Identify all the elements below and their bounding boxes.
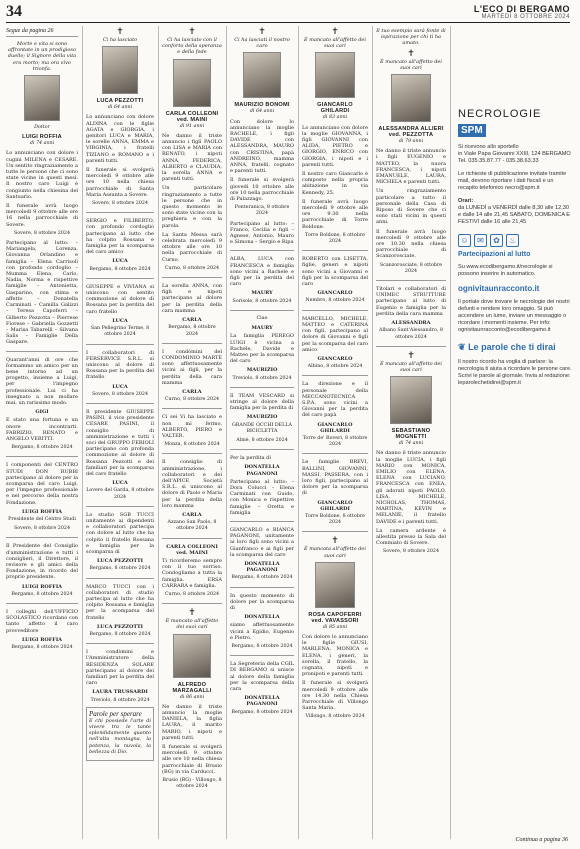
column-divider	[158, 26, 159, 839]
ogni-vita-text: Il portale dove trovare le necrologie dei nostri defunti e rendere loro omaggio. Si può accendere un lume, inviare un messaggio o ricordare i momenti insieme. Per info: ognivitaunracconto@ecodibergamo.it	[458, 299, 570, 333]
leaves-title-text: Le parole che ti dirai	[468, 342, 556, 352]
notice-heading: È mancata all'affetto dei suoi cari	[304, 546, 366, 559]
column-divider	[372, 26, 373, 839]
age: di 79 anni	[398, 139, 424, 145]
age: di 83 anni	[322, 115, 348, 121]
separator	[162, 538, 222, 539]
deceased-name: CARLA COLLEONI ved. MAINI	[166, 543, 218, 556]
notice-text: I colleghi dell'UFFICIO SCOLASTICO ricordano con tanto affetto il caro provveditore	[6, 609, 78, 634]
deceased-name: MAURY	[251, 290, 273, 297]
separator	[86, 212, 154, 213]
notice-text: La camera ardente è allestita presso la Sala del Commiato di Sovere.	[376, 527, 446, 547]
separator	[86, 506, 154, 507]
separator	[86, 344, 154, 345]
notice-text: Partecipano al lutto: – Mariangela, Lorenza, Giovanna Orlandino e famiglia – Elena Carrisoli con profondo cordoglio – Mumma Elena, Carlo, Nadia, Norma e rispettive famiglie – Antonietta, Gasparino, con stima e affetto – Donatella Carminati – Camilla Galizzi – Teresa Capoferri – Gilberto Pezzotta – Pierrese Fiorese – Gabriella Gozzetti – Marisa Tabarelli – Silvana Salis – Famiglie Della Gaspare.	[6, 240, 78, 346]
contact-info	[458, 144, 573, 165]
place-date: Brusio (BG) - Villongo, 8 ottobre 2024	[162, 778, 222, 790]
separator	[302, 531, 368, 532]
notice-heading: Ci ha lasciato con il conforto della speranza e della fede	[162, 37, 222, 56]
hours-text: da LUNEDÌ a VENERDÌ dalle 8,30 alle 12,30 e dalle 14 alle 21,45 SABATO, DOMENICA E FESTIVI dalle 16 alle 21,45	[458, 205, 571, 225]
notice-text: La famiglia PEREGO LUIGI è vicina a Rachele, Davide e Matteo per la scomparsa del caro	[230, 333, 294, 365]
separator	[162, 408, 222, 409]
deceased-name: GIANCARLO GHILARDI	[317, 421, 353, 434]
quote: Morte e vita si sono affrontate in un prodigioso duello; il Signore della vita era morto; ma ora vivo trionfa.	[7, 41, 77, 72]
notice-text: ROBERTO con LISETTA, figlie, generi e nipoti sono vicini a Giovanni e figli per la scomparsa del caro	[302, 256, 368, 288]
notice-text: La Segreteria della CGIL DI BERGAMO si unisce al dolore della famiglia per la scomparsa della cara	[230, 661, 294, 693]
notice-text: ALBA, LUCA con FRANCESCA e famiglia sono vicini a Rachele e figli per la perdita del caro	[230, 256, 294, 288]
notice-text: Il funerale si svolgerà mercoledì 9 ottobre alle ore 10 nella chiesa parrocchiale di Santa Maria Assunta a Sovere.	[86, 167, 154, 198]
subtitle: Presidente del Centro Studi	[8, 516, 76, 522]
deceased-name: DONATELLA PAGANONI	[244, 464, 280, 477]
notice-text: Il nostro caro Giancarlo è composto nella propria abitazione in via Kennedy, 25.	[302, 171, 368, 196]
notice-text: Con dolore lo annunciano la moglie RACHELE, i figli DAVIDE con ALESSANDRA, MAURO con CRISTINA, papà ANDREINO, mamma ANNA, fratelli, cognato e parenti tutti.	[230, 118, 294, 175]
masthead	[474, 4, 570, 20]
deceased-name: LUIGI ROFFIA	[21, 636, 63, 643]
place-date: Nembro, 8 ottobre 2024	[305, 298, 365, 304]
notice-text: Il consiglio di amministrazione, i collaboratori e dei dell'APICE Società S.R.L. si uniscono al dolore di Paolo e Maria per la perdita della loro mamma	[162, 459, 222, 509]
candle-icon: ♨	[506, 234, 519, 247]
place-date: Bergamo, 8 ottobre 2024	[89, 266, 151, 272]
necrologie-sidebar	[458, 108, 573, 393]
place-date: Treviolo, 8 ottobre 2024	[90, 697, 150, 703]
notice-text: Il funerale avrà luogo mercoledì 9 ottobre alle ore 10.30 nella chiesa parrocchiale di Scanzorosciate.	[376, 228, 446, 260]
notice-text: I condòmini e l'Amministratore della RESIDENZA SOLARE partecipano al dolore dei familiari per la perdita del caro	[86, 649, 154, 687]
notice-heading: Ci ha lasciati il nostro caro	[234, 37, 290, 50]
portrait-photo	[173, 59, 211, 107]
separator	[302, 453, 368, 454]
notice-text: GIUSEPPE e VIVIANA si uniscono con sentito commozione al dolore di Rossana per la perdita del caro fratello	[86, 283, 154, 315]
notice-text: Le famiglie BREVI, BALLINI, GIOVANNI, MASSI, PASSERA, con i loro figli, partecipano al dolore per la scomparsa di	[302, 459, 368, 497]
separator	[162, 277, 222, 278]
deceased-name: LUCA PEZZOTTI	[96, 558, 144, 565]
place-date: Torre Boldone, 8 ottobre 2024	[305, 232, 365, 245]
cross-icon: ✝	[407, 48, 415, 59]
deceased-name: CARLA	[182, 317, 202, 324]
separator	[376, 346, 446, 347]
place-date: Bergamo, 8 ottobre 2024	[231, 644, 293, 650]
separator	[162, 453, 222, 454]
deceased-name: LUCA	[112, 480, 128, 487]
notice-text: Un ringraziamento particolare a tutto il personale della Casa di Riposo di Sovere che ci sono stati vicini in questi anni.	[376, 188, 446, 226]
deceased-name: ALFREDO MARZAGALLI	[172, 681, 212, 694]
notice-text: Il funerale si svolgerà giovedì 10 ottobre alle ore 10 nella parrocchiale di Palazzago.	[230, 177, 294, 203]
place-date: Bergamo, 8 ottobre 2024	[11, 591, 73, 597]
deceased-name: ROSA CAPOFERRI ved. VAVASSORI	[308, 611, 362, 624]
place-date: Bergamo, 8 ottobre 2024	[11, 445, 73, 451]
place-date: Albino, 8 ottobre 2024	[307, 364, 363, 370]
deceased-name: DONATELLA PAGANONI	[244, 695, 280, 708]
separator	[302, 310, 368, 311]
notice-text: Il TEAM VESCARD si stringe al dolore della famiglia per la perdita di	[230, 392, 294, 412]
deceased-name: MAURIZIO	[246, 414, 278, 421]
notice-text: La direzione e il personale della MECCANOTECNICA S.P.A. sono vicini a Giovanni per la perdita del caro papà	[302, 381, 368, 419]
column-divider	[226, 26, 227, 839]
address: in Viale Papa Giovanni XXIII, 124 BERGAMO	[458, 151, 571, 157]
notice-text: Il funerale si svolgerà mercoledì 9 ottobre alle ore 10 nella chiesa parrocchiale di Brusio (BG) in via Carducci.	[162, 744, 222, 775]
place-date: Treviolo, 8 ottobre 2024	[232, 375, 292, 381]
poem-box	[86, 707, 154, 761]
separator	[162, 343, 222, 344]
issue-date: MARTEDÌ 8 OTTOBRE 2024	[481, 14, 570, 20]
deceased-name: GIANCARLO GHILARDI	[317, 102, 353, 115]
place-date: Scanzorosciate, 8 ottobre 2024	[379, 262, 443, 274]
spm-logo: SPM	[458, 124, 486, 137]
place-date: Torre Boldone, 8 ottobre 2024	[305, 513, 365, 526]
age: di 85 anni	[322, 624, 348, 630]
place-date: Sovere, 8 ottobre 2024	[382, 549, 440, 555]
place-date: Almè, 8 ottobre 2024	[236, 437, 288, 443]
place-date: Bergamo, 8 ottobre 2024	[89, 566, 151, 572]
obituary-column-2	[86, 28, 154, 761]
separator	[6, 351, 78, 352]
separator	[6, 456, 78, 457]
title-label: Dottor	[34, 125, 50, 131]
notice-text: siamo affettuosamente vicini a Egidio, Eugenio e Pietro.	[230, 622, 294, 641]
leaves-text: Il nostro ricordo ha voglia di parlare: la necrologia ti aiuta a ricordare le persone care. Scrivi le parole al giornale. Invia al redazione: leparolechetidirei@spm.it	[458, 359, 572, 386]
continued-from: Segue da pagina 26	[6, 28, 78, 37]
deceased-name: DONATELLA	[244, 614, 280, 621]
deceased-name: LUCA PEZZOTTI	[96, 623, 144, 630]
portrait-photo	[391, 74, 431, 122]
notice-text: Con dolore lo annunciano le figlie GIUSI, MARLENA, MONICA e ELENA, i generi, la sorella, il fratello, la cognata, nipoti e pronipoti e parenti tutti.	[302, 633, 368, 678]
separator	[302, 375, 368, 376]
notice-text: Il Presidente del Consiglio d'amministrazione e tutti i consiglieri, il Direttore, il revisore e gli amici della Fondazione, in ricordo del proprio presidente.	[6, 543, 78, 581]
cross-icon: ✝	[188, 608, 196, 619]
obituary-column-1	[6, 28, 78, 654]
place-date: Villongo, 8 ottobre 2024	[305, 714, 365, 720]
notice-text: Un particolare ringraziamento a tutte le persone che in questo momento le sono state vicine con la preghiera e con la parola.	[162, 185, 222, 229]
notice-text: Titolari e collaboratori di UNIMEC STRUTTURE partecipano al lutto di Eugenio e famiglia per la perdita della cara mamma	[376, 286, 446, 317]
portrait-photo	[102, 46, 138, 94]
cross-icon: ✝	[331, 27, 339, 37]
participation-title: Partecipazioni al lutto	[458, 251, 531, 258]
place-date: Bergamo, 8 ottobre 2024	[89, 632, 151, 638]
deceased-name: GIGI	[35, 409, 49, 416]
age: di 64 anni	[249, 109, 275, 115]
separator	[230, 521, 294, 522]
deceased-name: LUCA	[112, 317, 128, 324]
place-date: Curno, 8 ottobre 2024	[164, 397, 220, 403]
age: di 74 anni	[29, 141, 55, 147]
deceased-name: LUCA PEZZOTTI	[96, 98, 144, 105]
separator	[86, 578, 154, 579]
mail-icon: ✉	[474, 234, 487, 247]
cross-icon: ✝	[116, 27, 124, 37]
participation-text[interactable]: Su www.ecodibergamo.it/necrologie si possono inserire in automatico.	[458, 264, 553, 277]
obituary-column-4	[230, 28, 294, 719]
notice-heading: Ci ha lasciato	[102, 37, 138, 43]
notice-text: Il funerale si svolgerà mercoledì 9 ottobre alle ore 14.30 nella Chiesa Parrocchiale di Villongo Santa Maria.	[302, 680, 368, 712]
poem-text: E chi possiede l'arte di vivere tra le tante splendidamente quanto nell'alta montagna, la potenza, la nuvola, la bellezza di Dio.	[89, 717, 151, 755]
leaf-icon: ❦	[458, 342, 466, 352]
separator	[230, 655, 294, 656]
portrait-photo	[315, 562, 355, 608]
deceased-name: MAURY	[251, 325, 273, 332]
subtitle: GRANDE OCCHI DELLA BICICLETTA	[231, 422, 293, 434]
separator	[230, 587, 294, 588]
opening-hours	[458, 198, 573, 226]
notice-heading: È mancato all'affetto dei suoi cari	[165, 618, 219, 631]
poem-title: Parole per sperare	[89, 709, 142, 718]
separator	[6, 537, 78, 538]
deceased-name: ALESSANDRA ALLIERI ved. PEZZOTTA	[378, 126, 444, 139]
deceased-name: SEBASTIANO MOGNETTI	[391, 428, 431, 441]
place-date: Bergamo, 8 ottobre 2024	[11, 645, 73, 651]
notice-text: SERGIO e FILIBERTO, con profondo cordoglio partecipano al lutto che ha colpito Rossana e famiglia per la scomparsa del caro amico	[86, 218, 154, 256]
notice-text: Partecipano al lutto: – Dora Colucci – Elena Carminati con Guido, con Monica e rispettive famiglie – Oretta e famiglia	[230, 478, 294, 516]
place-date: Sovere, 8 ottobre 2024	[13, 230, 71, 236]
place-date: Monza, 8 ottobre 2024	[164, 442, 220, 448]
separator	[230, 449, 294, 450]
notice-text: Quarant'anni di ore che formammo un amico per un bene intorno ad un progetto, insieme a Luigi, per l'impegno professionale. Lui ci ha insegnato a non mollare mai, un rarissimo modo.	[6, 356, 78, 406]
place-date: Sovere, 8 ottobre 2024	[91, 391, 149, 397]
continued-on: Continua a pagina 36	[515, 837, 568, 843]
place-date: Sovere, 8 ottobre 2024	[91, 201, 149, 207]
age: di 91 anni	[179, 123, 205, 129]
notice-text: I collaboratori di FERSERVICE S.R.L. si uniscono al dolore di Rossana per la perdita del fratello	[86, 349, 154, 381]
separator	[230, 310, 294, 311]
portrait-photo	[173, 634, 211, 678]
ogni-vita-brand[interactable]: ognivitaunracconto.it	[458, 284, 540, 293]
portrait-photo	[24, 75, 60, 121]
service-icons	[458, 234, 573, 247]
column-divider	[298, 26, 299, 839]
age: di 74 anni	[398, 441, 424, 447]
place-date: Sovere, 8 ottobre 2024	[13, 526, 71, 532]
notice-heading: È mancato all'affetto dei suoi cari	[304, 37, 366, 50]
place-date: Curno, 8 ottobre 2024	[164, 592, 220, 597]
notice-text: GIANCARLO e BIANCA PAGANONI, unitamente ai loro figli sono vicini a Gianfranco e ai figli per la scomparsa del caro	[230, 526, 294, 558]
deceased-name: LUIGI ROFFIA	[21, 508, 63, 515]
deceased-name: LUCA	[112, 258, 128, 265]
notice-text: La Santa Messa sarà celebrata mercoledì 9 ottobre alle ore 10 nella parrocchiale di Curno.	[162, 231, 222, 263]
age: di 86 anni	[179, 694, 205, 700]
notice-text: Il funerale avrà luogo mercoledì 9 ottobre alle ore 9.30 nella parrocchiale di Torre Boldone.	[302, 198, 368, 230]
notice-text: Il presidente GIUSEPPE PASINI, il vice presidente CESARE PASINI, il consiglio di amministrazione e tutti i soci del GRUPPO FERIOLI partecipano con profonda commozione al dolore di Rossana Pezzotti e dei familiari per la scomparsa del caro fratello	[86, 408, 154, 477]
cross-icon: ✝	[407, 350, 415, 361]
deceased-name: LAURA TRUSSARDI	[92, 689, 148, 696]
notice-text: Ne danno il triste annuncio i figli PAOLO con LISA e MARIA con RENATO, i nipoti ANNA, FEDERICA, ALBERTO e CLAUDIA, la sorella ANNA e parenti tutti.	[162, 132, 222, 183]
deceased-name: LUCA	[112, 383, 128, 390]
deceased-name: CARLA	[182, 511, 202, 518]
deceased-name: GIANCARLO	[317, 355, 353, 362]
deceased-name: MAURIZIO BONOMI	[234, 102, 290, 109]
notice-heading: È mancato all'affetto dei suoi cari	[380, 360, 442, 373]
place-date: Azzano San Paolo, 8 ottobre 2024	[167, 520, 217, 532]
newspaper-name: L'ECO DI BERGAMO	[473, 4, 570, 14]
notice-text: Partecipano al lutto: – Franco, Cecilia e figli – Agnese, Antonio, Mauro e Simona – Sergio e Ripa	[230, 220, 294, 246]
contact-intro: Si ricevono allo sportello	[458, 144, 519, 150]
separator	[6, 603, 78, 604]
notice-text: I condòmini del CONDOMINIO MARTE sono affettuosamente vicini ai figli, per la perdita della cara mamma	[162, 348, 222, 386]
farewell: Ciao	[256, 315, 268, 321]
email-note: Le richieste di pubblicazione invitate tramite mail, devono riportare i dati fiscali e un recapito telefonico necro@spm.it	[458, 171, 567, 191]
top-rule	[6, 22, 570, 23]
notice-text: La sorella ANNA, con figli e nipoti partecipano al dolore per la perdita della cara mamma	[162, 283, 222, 314]
portrait-photo	[243, 52, 281, 98]
place-date: Bergamo, 8 ottobre 2024	[231, 709, 293, 715]
separator	[302, 250, 368, 251]
notice-text: Lo annunciano con dolore la moglie GIOVANNA, i figli GIOVANNI con ALIDA, PIETRO e GIORGIO, ENRICO con GIORGIA, i nipoti e i parenti tutti.	[302, 124, 368, 168]
notice-text: Lo annunciano con dolore i cugini MILENA e CESARE. Un sentito ringraziamento a tutte le persone che ci sono state vicine in questi mesi. Il nostro caro Luigi è congiunto nella chiesina del Santuario.	[6, 150, 78, 200]
notice-text: Ne danno il triste annuncio i figli EUGENIO e MATTEO, la nuora FRANCESCA, i nipoti EMANUELE, LAURA, MICHELA e parenti tutti.	[376, 148, 446, 186]
notice-text: MARCO TUCCI con i collaboratori di studio partecipa al lutto che ha colpito Rossana e famiglia per la scomparsa del fratello	[86, 583, 154, 621]
leaves-title	[458, 342, 573, 353]
notice-text: Ne danno il triste annuncio la moglie LUCIA, i figli MARIO con MONICA, EMILIO con ELENA, ELENA con LUCIANO, FRANCESCA con ENEA, gli adorati nipoti PAOLO, LISA, MICHELE, NICHOLAS, THOMAS, MARTINA, KEVIN e MELANIE, il fratello DAVIDE e i parenti tutti.	[376, 450, 446, 525]
deceased-name: ALESSANDRA	[391, 320, 431, 327]
column-divider	[82, 26, 83, 839]
place-date: Lovere del Garda, 8 ottobre 2024	[86, 488, 154, 500]
obituary-column-5	[302, 28, 368, 724]
person-icon: ☺	[458, 234, 471, 247]
notice-text: Ci sei Vi ha lasciato e non mi fermo. ALBERTO, PIERO e VALTER.	[162, 414, 222, 439]
page-number: 34	[6, 3, 22, 20]
place-date: Sorisole, 8 ottobre 2024	[232, 298, 292, 304]
notice-text: Per la perdita di	[230, 455, 271, 462]
deceased-name: LUIGI ROFFIA	[21, 583, 63, 590]
flower-icon: ✿	[490, 234, 503, 247]
deceased-name: GIANCARLO GHILARDI	[317, 499, 353, 512]
separator	[86, 643, 154, 644]
quote: Il tuo esempio sarà fonte di ispirazione per chi ti ha amato.	[376, 28, 446, 47]
notice-heading: È mancato all'affetto dei suoi cari	[380, 58, 442, 71]
section-title: NECROLOGIE	[458, 108, 542, 120]
separator	[86, 278, 154, 279]
place-date: Curno, 8 ottobre 2024	[164, 265, 220, 271]
age: di 64 anni	[107, 105, 133, 111]
obituary-column-6	[376, 28, 446, 559]
portrait-photo	[315, 52, 355, 98]
cross-icon: ✝	[331, 536, 339, 547]
notice-text: E stato una fortuna e un onore incontrarti. FABRIZIO, RENATO e ANGELO VERITTI.	[6, 417, 78, 442]
notice-text: MARCELLO, MICHELE, MATTEO e CATERINA con figli, partecipano al dolore di Giovanni e figli per la scomparsa del caro amico	[302, 315, 368, 353]
separator	[230, 387, 294, 388]
separator	[162, 603, 222, 604]
deceased-name: CARLA	[182, 388, 202, 395]
separator	[376, 280, 446, 281]
deceased-name: GIANCARLO	[317, 290, 353, 297]
obituary-column-3	[162, 28, 222, 793]
notice-text: Ti ricorderemo sempre con il tuo sorriso. Condogliamo a tutta la famiglia. ERSA CARRARA e famiglia.	[162, 557, 222, 589]
notice-text: I componenti del CENTRO STUDI DON RUBBI partecipano al dolore per la scomparsa del caro Luigi, per l'impegno professionale e nel percorso della nostra Fondazione.	[6, 462, 78, 506]
place-date: Bergamo, 8 ottobre 2024	[231, 575, 293, 581]
portrait-photo	[390, 376, 432, 424]
cross-icon: ✝	[188, 27, 196, 37]
deceased-name: CARLA COLLEONI ved. MAINI	[165, 110, 219, 123]
notice-text: Ne danno il triste annuncio la moglie DANIELA, la figlia LAURA, il marito MARIO, i nipoti e parenti tutti.	[162, 703, 222, 741]
place-date: San Pellegrino Terme, 8 ottobre 2024	[90, 326, 150, 338]
place-date: Bergamo, 8 ottobre 2024	[168, 325, 216, 337]
place-date: Ponteranica, 8 ottobre 2024	[234, 205, 290, 217]
phone: Tel. 035.35.87.77 - 035.38.63.33	[458, 158, 539, 164]
separator	[230, 250, 294, 251]
deceased-name: DONATELLA PAGANONI	[244, 560, 280, 574]
notice-text: In questo momento di dolore per la scomparsa di	[230, 592, 294, 611]
cross-icon: ✝	[258, 27, 266, 37]
deceased-name: MAURIZIO	[246, 367, 278, 374]
place-date: Albano Sant'Alessandro, 8 ottobre 2024	[379, 328, 443, 340]
place-date: Torre de' Roveri, 8 ottobre 2024	[302, 435, 368, 448]
hours-title: Orari:	[458, 198, 474, 204]
notice-text: Lo annunciano con dolore ALDINA con le figlie AGATA e GIORGIA, i genitori LUCA e MARIA, le sorelle ANNA, EMMA e VIRGINIA, i fratelli TIZIANO e ROMANO e i parenti tutti.	[86, 114, 154, 164]
notice-text: Il funerale avrà luogo mercoledì 9 ottobre alle ore 16 nella parrocchiale di Sovere.	[6, 203, 78, 228]
column-divider	[450, 26, 451, 839]
deceased-name: LUIGI ROFFIA	[22, 134, 62, 141]
notice-text: Lo studio SGB TUCCI unitamente ai dipendenti e collaboratori partecipa con dolore al lutto che ha colpito il fratello Rossana e famiglia per la scomparsa di	[86, 511, 154, 555]
separator	[86, 403, 154, 404]
